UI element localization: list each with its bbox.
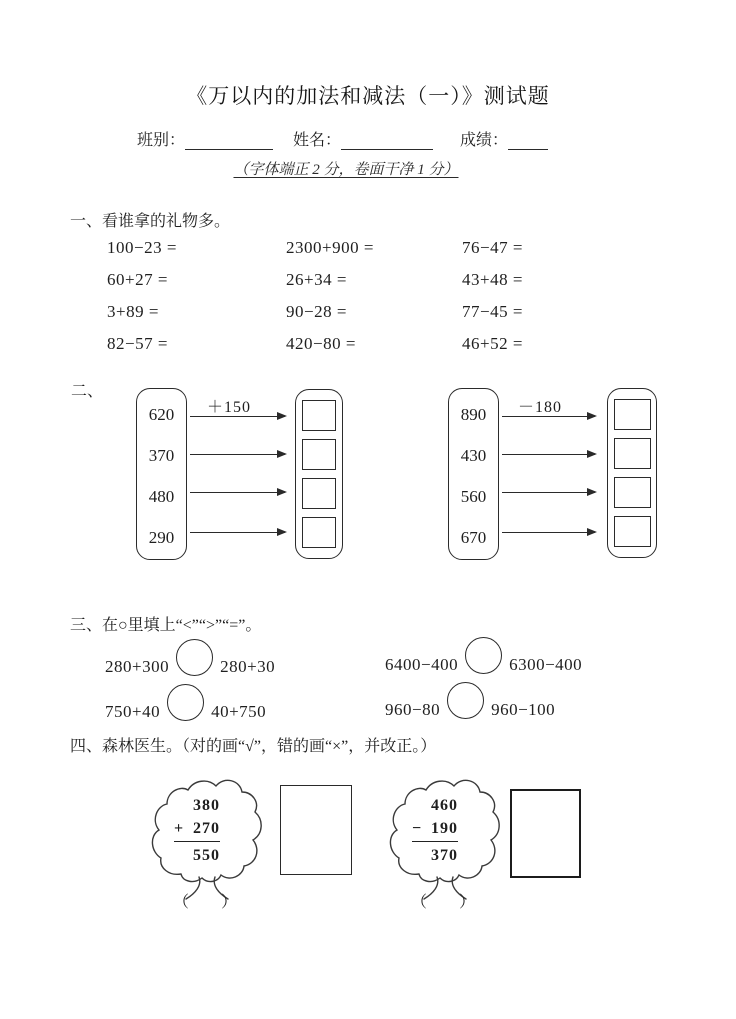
score-label: 成绩： bbox=[460, 132, 509, 149]
class-blank[interactable] bbox=[185, 133, 273, 150]
comparison-circle[interactable] bbox=[167, 684, 204, 721]
problem-cell[interactable]: 420−80 = bbox=[286, 334, 356, 353]
grading-note-text: （字体端正 2 分，卷面干净 1 分） bbox=[233, 162, 459, 178]
page-title: 《万以内的加法和减法（一）》测试题 bbox=[186, 84, 550, 108]
comparison-circle[interactable] bbox=[447, 682, 484, 719]
comparison-group bbox=[105, 648, 275, 685]
sum-result: 370 bbox=[431, 847, 458, 864]
answer-box[interactable] bbox=[614, 438, 651, 469]
sum-minuend: 460 bbox=[431, 797, 458, 814]
answer-box[interactable] bbox=[302, 400, 336, 431]
grading-note bbox=[0, 158, 692, 179]
column-sum bbox=[174, 794, 220, 867]
comparison-group bbox=[385, 691, 555, 728]
problem-cell[interactable]: 43+48 = bbox=[462, 270, 523, 289]
match-arrow bbox=[190, 416, 285, 417]
source-panel-left bbox=[136, 388, 187, 560]
match-arrow bbox=[190, 454, 285, 455]
match-arrow bbox=[190, 532, 285, 533]
sum-operator: − bbox=[412, 820, 423, 837]
match-arrow bbox=[502, 492, 595, 493]
comparison-left: 750+40 bbox=[105, 701, 161, 721]
comparison-right: 6300−400 bbox=[509, 654, 583, 674]
problem-cell[interactable]: 46+52 = bbox=[462, 334, 523, 353]
score-field bbox=[460, 127, 548, 150]
problem-cell[interactable]: 26+34 = bbox=[286, 270, 347, 289]
sum-subtrahend: 190 bbox=[431, 820, 458, 837]
sum-operator: + bbox=[174, 820, 185, 837]
judgement-parens[interactable]: （ ） bbox=[172, 894, 237, 911]
target-panel-right bbox=[607, 388, 657, 558]
comparison-right: 960−100 bbox=[491, 699, 556, 719]
comparison-right: 280+30 bbox=[220, 656, 276, 676]
target-panel-left bbox=[295, 389, 343, 559]
class-field bbox=[137, 127, 273, 150]
correction-box[interactable] bbox=[280, 785, 352, 875]
match-arrow bbox=[502, 454, 595, 455]
section2-heading: 二、 bbox=[71, 383, 104, 400]
answer-box[interactable] bbox=[614, 516, 651, 547]
sum-operator-row bbox=[174, 817, 220, 842]
comparison-group bbox=[105, 693, 266, 730]
comparison-circle[interactable] bbox=[465, 637, 502, 674]
answer-box[interactable] bbox=[302, 517, 336, 548]
sum-result: 550 bbox=[193, 847, 220, 864]
source-value: 290 bbox=[148, 528, 175, 547]
tree-problem-1 bbox=[148, 772, 266, 912]
sum-operator-row bbox=[412, 817, 458, 842]
answer-box[interactable] bbox=[302, 439, 336, 470]
source-value: 890 bbox=[460, 405, 487, 424]
match-arrow bbox=[502, 532, 595, 533]
operation-label-right: －180 bbox=[517, 399, 562, 416]
problem-cell[interactable]: 76−47 = bbox=[462, 238, 523, 257]
comparison-left: 960−80 bbox=[385, 699, 441, 719]
source-panel-right bbox=[448, 388, 499, 560]
source-value: 560 bbox=[460, 487, 487, 506]
comparison-left: 280+300 bbox=[105, 656, 170, 676]
sum-addend-2: 270 bbox=[193, 820, 220, 837]
problem-cell[interactable]: 60+27 = bbox=[107, 270, 168, 289]
judgement-parens[interactable]: （ ） bbox=[410, 894, 475, 911]
name-field bbox=[293, 127, 433, 150]
source-value: 670 bbox=[460, 528, 487, 547]
source-value: 430 bbox=[460, 446, 487, 465]
column-sum bbox=[412, 794, 458, 867]
operation-label-left: ＋150 bbox=[206, 399, 251, 416]
answer-box[interactable] bbox=[614, 477, 651, 508]
problem-cell[interactable]: 90−28 = bbox=[286, 302, 347, 321]
match-arrow bbox=[190, 492, 285, 493]
answer-box[interactable] bbox=[302, 478, 336, 509]
section1-heading: 一、看谁拿的礼物多。 bbox=[70, 213, 231, 230]
section4-heading: 四、森林医生。（对的画“√”，错的画“×”，并改正。） bbox=[70, 738, 437, 755]
tree-problem-2 bbox=[386, 772, 504, 912]
class-label: 班别： bbox=[137, 132, 186, 149]
source-value: 480 bbox=[148, 487, 175, 506]
problem-cell[interactable]: 82−57 = bbox=[107, 334, 168, 353]
source-value: 370 bbox=[148, 446, 175, 465]
problem-cell[interactable]: 3+89 = bbox=[107, 302, 159, 321]
match-arrow bbox=[502, 416, 595, 417]
problem-cell[interactable]: 77−45 = bbox=[462, 302, 523, 321]
score-blank[interactable] bbox=[508, 133, 548, 150]
sum-addend-1: 380 bbox=[193, 797, 220, 814]
name-label: 姓名： bbox=[293, 132, 342, 149]
name-blank[interactable] bbox=[341, 133, 433, 150]
problem-cell[interactable]: 2300+900 = bbox=[286, 238, 374, 257]
problem-cell[interactable]: 100−23 = bbox=[107, 238, 177, 257]
comparison-circle[interactable] bbox=[176, 639, 213, 676]
comparison-right: 40+750 bbox=[211, 701, 267, 721]
comparison-group bbox=[385, 646, 582, 683]
correction-box[interactable] bbox=[510, 789, 581, 878]
answer-box[interactable] bbox=[614, 399, 651, 430]
comparison-left: 6400−400 bbox=[385, 654, 459, 674]
section3-heading: 三、在○里填上“<”“>”“=”。 bbox=[70, 617, 262, 634]
source-value: 620 bbox=[148, 405, 175, 424]
